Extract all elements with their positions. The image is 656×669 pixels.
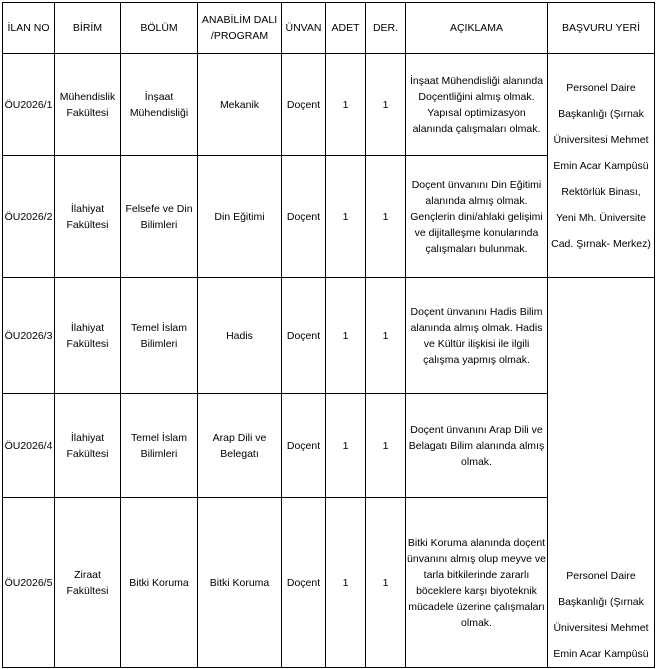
header-unvan: ÜNVAN	[282, 3, 326, 54]
cell-aciklama	[406, 394, 548, 498]
cell-birim: Mühendislik Fakültesi	[55, 54, 121, 156]
cell-unvan: Doçent	[282, 278, 326, 394]
basvuru-line: Emin Acar Kampüsü	[553, 159, 649, 172]
cell-ilan-no: ÖU2026/1	[3, 54, 55, 156]
cell-ilan-no: ÖU2026/5	[3, 498, 55, 668]
aciklama-line: Doçentliğini almış olmak.	[418, 90, 535, 103]
cell-aciklama	[406, 278, 548, 394]
header-birim: BİRİM	[55, 3, 121, 54]
cell-unvan: Doçent	[282, 54, 326, 156]
cell-basvuru-bottom	[548, 278, 655, 668]
cell-bolum: Bitki Koruma	[121, 498, 198, 668]
table-row	[3, 278, 655, 394]
cell-adet: 1	[326, 54, 366, 156]
basvuru-line: Rektörlük Binası,	[561, 185, 641, 198]
cell-aciklama	[406, 156, 548, 278]
aciklama-line: Doçent ünvanını Arap Dili ve	[410, 423, 543, 436]
aciklama-line: ünvanını almış olup meyve ve	[407, 552, 546, 565]
aciklama-line: İnşaat Mühendisliği alanında	[409, 74, 544, 87]
header-ilan-no: İLAN NO	[3, 3, 55, 54]
aciklama-line: alanında almış olmak.	[425, 194, 528, 207]
cell-unvan: Doçent	[282, 394, 326, 498]
cell-anabilim: Din Eğitimi	[198, 156, 282, 278]
cell-ilan-no: ÖU2026/3	[3, 278, 55, 394]
cell-birim: Ziraat Fakültesi	[55, 498, 121, 668]
cell-adet: 1	[326, 498, 366, 668]
cell-bolum: Temel İslam Bilimleri	[121, 394, 198, 498]
cell-der: 1	[366, 54, 406, 156]
cell-der: 1	[366, 278, 406, 394]
header-aciklama: AÇIKLAMA	[406, 3, 548, 54]
cell-der: 1	[366, 156, 406, 278]
basvuru-line: Cad. Şırnak- Merkez)	[551, 237, 651, 250]
cell-basvuru-top	[548, 54, 655, 278]
cell-birim: İlahiyat Fakültesi	[55, 278, 121, 394]
basvuru-address-bottom	[548, 563, 654, 667]
aciklama-line: olmak.	[461, 616, 492, 629]
aciklama-line: Doçent ünvanını Hadis Bilim	[410, 305, 543, 318]
cell-adet: 1	[326, 278, 366, 394]
cell-adet: 1	[326, 394, 366, 498]
header-row	[3, 3, 655, 54]
header-anabilim: ANABİLİM DALI /PROGRAM	[198, 3, 282, 54]
aciklama-line: Doçent ünvanını Din Eğitimi	[411, 178, 542, 191]
basvuru-line: Başkanlığı (Şırnak	[558, 596, 644, 608]
aciklama-line: alanında almış olmak. Hadis	[410, 321, 543, 334]
cell-adet: 1	[326, 156, 366, 278]
header-bolum: BÖLÜM	[121, 3, 198, 54]
aciklama-line: Belagatı Bilim alanında almış	[408, 439, 545, 452]
basvuru-line: Personel Daire	[566, 81, 636, 94]
cell-aciklama	[406, 498, 548, 668]
cell-unvan: Doçent	[282, 498, 326, 668]
cell-anabilim: Bitki Koruma	[198, 498, 282, 668]
aciklama-line: Gençlerin dini/ahlaki gelişimi	[410, 210, 543, 223]
cell-aciklama	[406, 54, 548, 156]
aciklama-line: çalışma yapmış olmak.	[423, 353, 530, 366]
cell-anabilim: Hadis	[198, 278, 282, 394]
aciklama-line: Yapısal optimizasyon	[427, 106, 526, 119]
basvuru-line: Yeni Mh. Üniversite	[555, 211, 647, 224]
cell-bolum: Temel İslam Bilimleri	[121, 278, 198, 394]
aciklama-line: olmak.	[461, 455, 492, 468]
aciklama-line: tarla bitkilerinde zararlı	[423, 568, 530, 581]
aciklama-line: Bitki Koruma alanında doçent	[407, 536, 546, 549]
aciklama-line: ve Kültür ilişkisi ile ilgili	[423, 337, 530, 350]
cell-anabilim: Arap Dili ve Belegatı	[198, 394, 282, 498]
cell-der: 1	[366, 498, 406, 668]
header-basvuru: BAŞVURU YERİ	[548, 3, 655, 54]
basvuru-address-top	[548, 75, 654, 257]
aciklama-line: mücadele üzerine çalışmaları	[408, 600, 545, 613]
basvuru-line: Üniversitesi Mehmet	[553, 622, 649, 634]
aciklama-line: böceklere karşı biyoteknik	[416, 584, 537, 597]
job-posting-table	[2, 2, 655, 668]
aciklama-line: çalışmaları bulunmak.	[425, 242, 528, 255]
aciklama-line: alanında çalışmaları olmak.	[412, 122, 541, 135]
cell-unvan: Doçent	[282, 156, 326, 278]
basvuru-line: Emin Acar Kampüsü	[553, 648, 649, 660]
cell-ilan-no: ÖU2026/4	[3, 394, 55, 498]
cell-birim: İlahiyat Fakültesi	[55, 394, 121, 498]
cell-birim: İlahiyat Fakültesi	[55, 156, 121, 278]
cell-bolum: İnşaat Mühendisliği	[121, 54, 198, 156]
basvuru-line: Başkanlığı (Şırnak	[558, 107, 644, 120]
cell-der: 1	[366, 394, 406, 498]
cell-bolum: Felsefe ve Din Bilimleri	[121, 156, 198, 278]
aciklama-line: ve dijitalleşme konularında	[414, 226, 539, 239]
cell-ilan-no: ÖU2026/2	[3, 156, 55, 278]
basvuru-line: Üniversitesi Mehmet	[553, 133, 649, 146]
table-row	[3, 54, 655, 156]
basvuru-line: Personel Daire	[566, 570, 636, 582]
header-der: DER.	[366, 3, 406, 54]
cell-anabilim: Mekanik	[198, 54, 282, 156]
header-adet: ADET	[326, 3, 366, 54]
